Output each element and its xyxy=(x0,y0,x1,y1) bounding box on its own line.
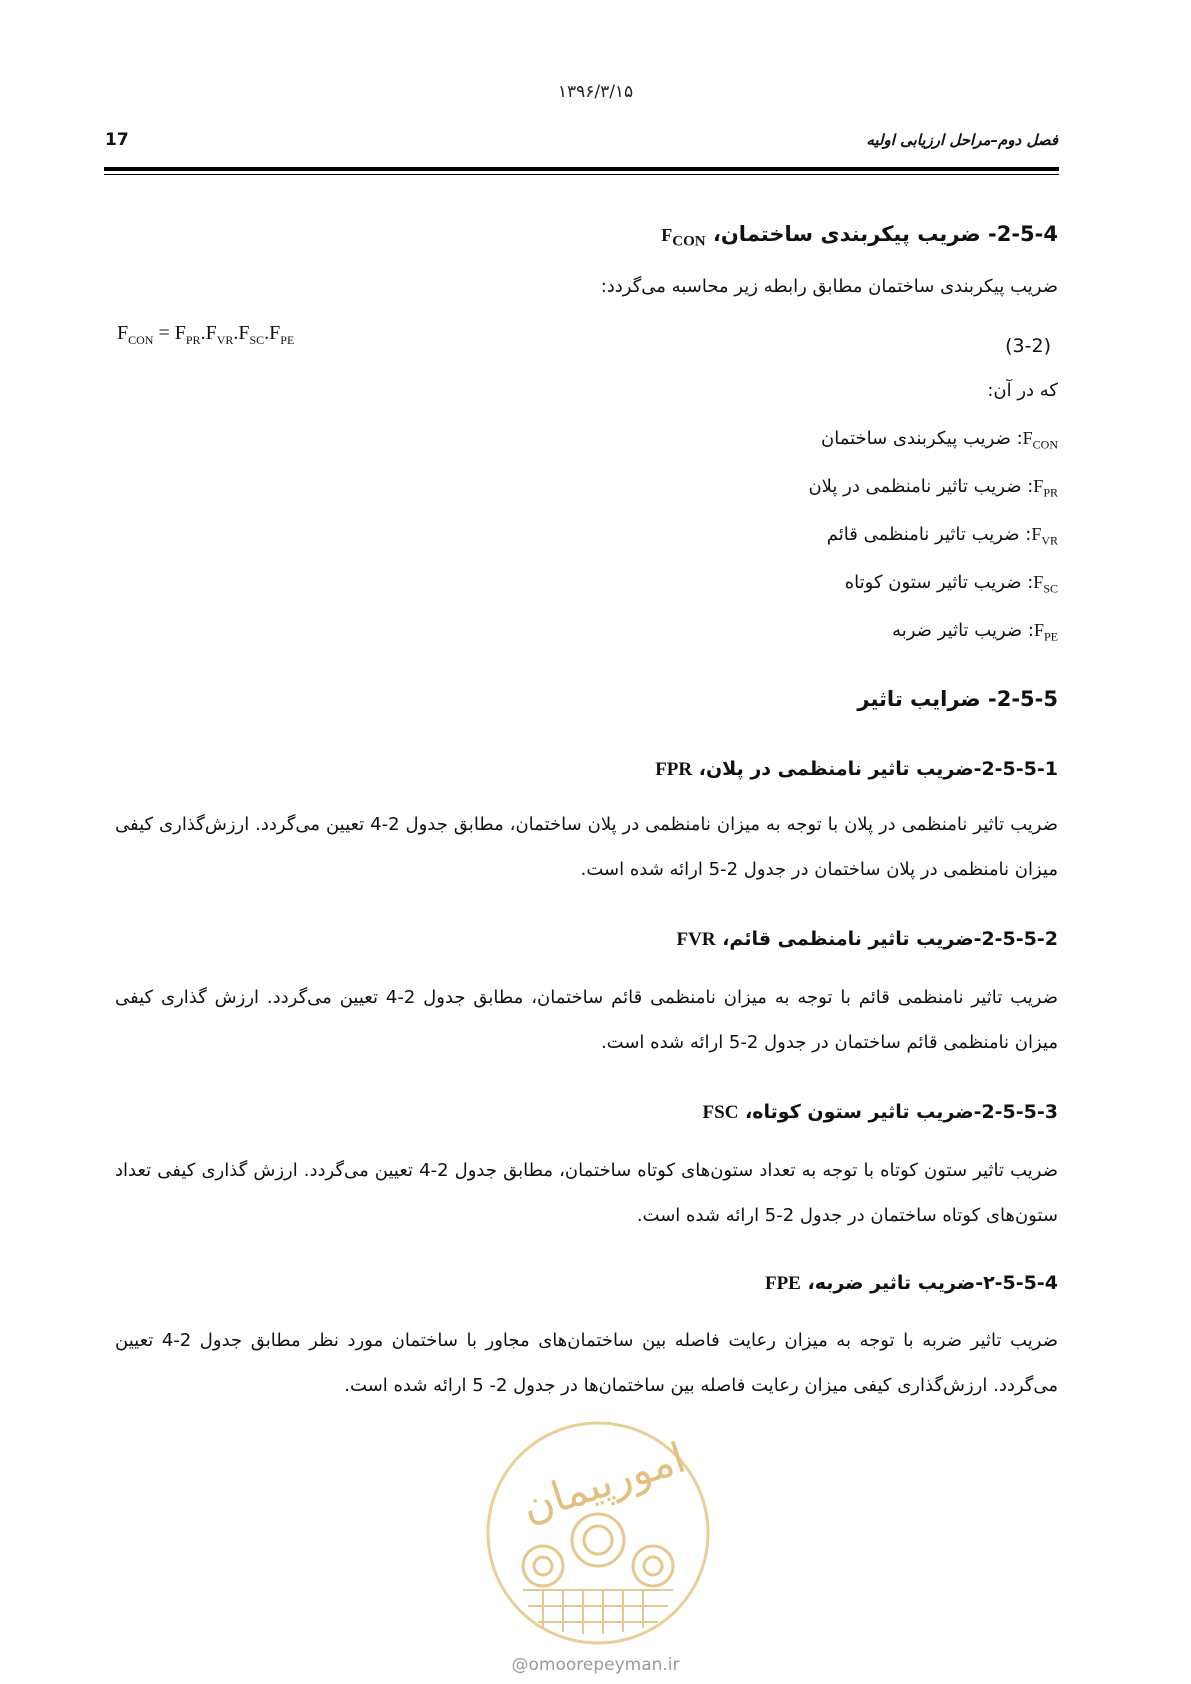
subsection-heading-fpe: ۲-5-5-4-ضریب تاثیر ضربه، FPE xyxy=(764,1272,1058,1294)
section-number: 2-5-5- xyxy=(988,687,1058,711)
section-number: 2-5-4- xyxy=(988,222,1058,246)
equation-number: (3-2) xyxy=(1005,335,1051,357)
configuration-intro: ضریب پیکربندی ساختمان مطابق رابطه زیر محاسبه می‌گردد: xyxy=(600,276,1058,297)
watermark-url: @omoorepeyman.ir xyxy=(511,1655,680,1675)
watermark-logo xyxy=(483,1418,713,1648)
section-heading-factors xyxy=(857,687,1058,711)
configuration-formula: $F_{CON} = F_{PR}.F_{VR}.F_{SC}.F_{PE}$ xyxy=(117,322,295,347)
definition-fpr: $F_{PR}$: ضریب تاثیر نامنظمی در پلان xyxy=(808,476,1058,500)
document-date: ۱۳۹۶/۳/۱۵ xyxy=(557,82,634,102)
section-title: ضرایب تاثیر xyxy=(857,687,981,711)
header-rule-thin xyxy=(104,174,1059,175)
subsection-heading-fpr: 2-5-5-1-ضریب تاثیر نامنظمی در پلان، FPR xyxy=(655,758,1058,780)
section-symbol: $F_{CON}$ xyxy=(661,225,706,250)
subsection-heading-fvr: 2-5-5-2-ضریب تاثیر نامنظمی قائم، FVR xyxy=(676,928,1058,950)
subsection-body-fsc: ضریب تاثیر ستون کوتاه با توجه به تعداد ستون‌های کوتاه ساختمان، مطابق جدول 2-4 تعیین می‌گردد. ارزش گذاری کیفی تعداد ستون‌های کوتاه ساختمان در جدول 2-5 ارائه شده است. xyxy=(115,1160,1058,1226)
chapter-title: فصل دوم–مراحل ارزیابی اولیه xyxy=(866,131,1058,149)
section-heading-configuration xyxy=(661,222,1058,251)
page-number: 17 xyxy=(105,130,129,150)
subsection-heading-fsc: 2-5-5-3-ضریب تاثیر ستون کوتاه، FSC xyxy=(702,1101,1058,1123)
section-title: ضریب پیکربندی ساختمان، xyxy=(712,222,981,246)
definition-fpe: $F_{PE}$: ضریب تاثیر ضربه xyxy=(892,620,1058,644)
where-label: که در آن: xyxy=(987,380,1058,401)
header-rule-thick xyxy=(104,167,1059,171)
definition-fvr: $F_{VR}$: ضریب تاثیر نامنظمی قائم xyxy=(826,524,1058,548)
definition-fsc: $F_{SC}$: ضریب تاثیر ستون کوتاه xyxy=(844,572,1058,596)
watermark-logo-text: امورپیمان xyxy=(515,1432,692,1532)
subsection-body-fpr: ضریب تاثیر نامنظمی در پلان با توجه به میزان نامنظمی در پلان ساختمان، مطابق جدول 2-4 تعیین می‌گردد. ارزش‌گذاری کیفی میزان نامنظمی در پلان ساختمان در جدول 2-5 ارائه شده است. xyxy=(115,814,1058,880)
subsection-body-fpe: ضریب تاثیر ضربه با توجه به میزان رعایت فاصله بین ساختمان‌های مجاور با ساختمان مورد نظر مطابق جدول 2-4 تعیین می‌گردد. ارزش‌گذاری کیفی میزان رعایت فاصله بین ساختمان‌ها در جدول 2- 5 ارائه شده است. xyxy=(115,1330,1058,1396)
definition-fcon: $F_{CON}$: ضریب پیکربندی ساختمان xyxy=(820,428,1058,452)
subsection-body-fvr: ضریب تاثیر نامنظمی قائم با توجه به میزان نامنظمی قائم ساختمان، مطابق جدول 2-4 تعیین می‌گردد. ارزش گذاری کیفی میزان نامنظمی قائم ساختمان در جدول 2-5 ارائه شده است. xyxy=(115,987,1058,1053)
